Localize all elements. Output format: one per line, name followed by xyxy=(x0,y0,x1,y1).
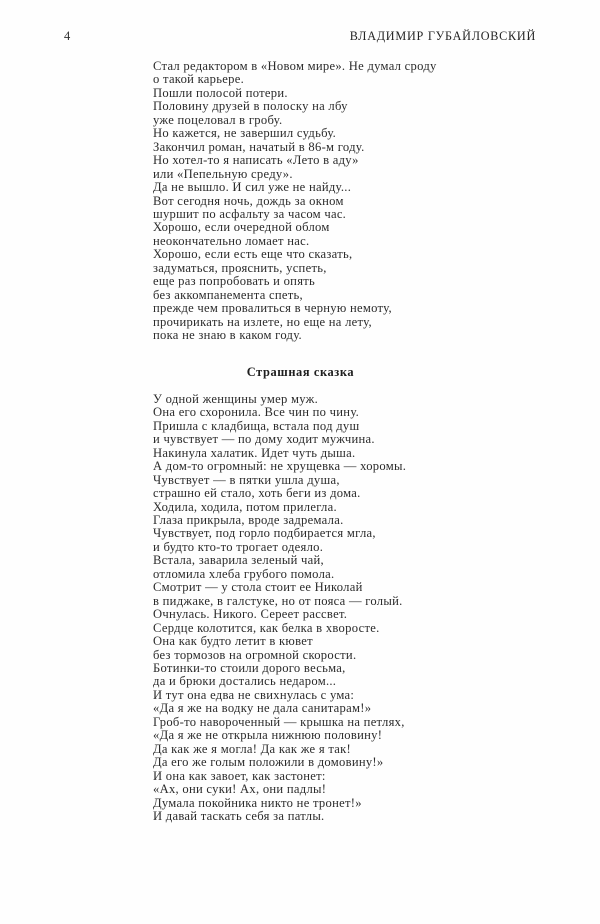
verse-line: И давай таскать себя за патлы. xyxy=(153,808,325,823)
verse-line: шуршит по асфальту за часом час. xyxy=(153,206,347,221)
verse-line: Да его же голым положили в домовину!» xyxy=(153,755,384,770)
verse-line: И она как завоет, как застонет: xyxy=(153,768,326,783)
verse-line: Половину друзей в полоску на лбу xyxy=(153,99,348,114)
verse-line: Глаза прикрыла, вроде задремала. xyxy=(153,513,344,527)
poem-2-stanza xyxy=(153,393,533,824)
verse-line: Накинула халатик. Идет чуть дыша. xyxy=(153,445,356,460)
running-head xyxy=(64,30,536,48)
verse-line: о такой карьере. xyxy=(153,72,245,87)
verse-line: Гроб-то навороченный — крышка на петлях, xyxy=(153,714,405,729)
verse-line: Хорошо, если есть еще что сказать, xyxy=(153,247,353,262)
verse-line: пока не знаю в каком году. xyxy=(153,328,302,343)
verse-line: Да не вышло. И сил уже не найду... xyxy=(153,180,352,195)
verse-line: Но хотел-то я написать «Лето в аду» xyxy=(153,153,359,168)
verse-line: Но кажется, не завершил судьбу. xyxy=(153,126,337,141)
verse-line: Закончил роман, начатый в 86-м году. xyxy=(153,139,365,154)
verse-line: «Ах, они суки! Ах, они падлы! xyxy=(153,782,327,797)
verse-line: Да как же я могла! Да как же я так! xyxy=(153,741,352,756)
verse-line: Вот сегодня ночь, дождь за окном xyxy=(153,193,344,208)
running-head-author: ВЛАДИМИР ГУБАЙЛОВСКИЙ xyxy=(349,29,536,43)
page-number: 4 xyxy=(64,29,71,43)
verse-line: Встала, заварила зеленый чай, xyxy=(153,553,324,568)
verse-line: Хорошо, если очередной облом xyxy=(153,220,330,235)
verse-line: Она его схоронила. Все чин по чину. xyxy=(153,405,360,420)
verse-line: прежде чем провалиться в черную немоту, xyxy=(153,301,392,316)
verse-line: Стал редактором в «Новом мире». Не думал сроду xyxy=(153,59,437,73)
verse-line: да и брюки достались недаром... xyxy=(153,674,337,689)
verse-line: или «Пепельную среду». xyxy=(153,166,293,181)
verse-line: И тут она едва не свихнулась с ума: xyxy=(153,687,355,702)
verse-line: Ходила, ходила, потом прилегла. xyxy=(153,499,337,514)
poem-text-block xyxy=(153,60,533,823)
verse-line: «Да я же не открыла нижнюю половину! xyxy=(153,728,383,743)
verse-line: без тормозов на огромной скорости. xyxy=(153,647,357,662)
verse-line: задуматься, прояснить, успеть, xyxy=(153,260,327,275)
verse-line: и чувствует — по дому ходит мужчина. xyxy=(153,432,375,447)
verse-line: отломила хлеба грубого помола. xyxy=(153,566,335,581)
verse-line: без аккомпанемента спеть, xyxy=(153,287,303,302)
poem-1 xyxy=(153,60,533,343)
verse-line: и будто кто-то трогает одеяло. xyxy=(153,539,324,554)
verse-line: уже поцеловал в гробу. xyxy=(153,112,283,127)
verse-line: А дом-то огромный: не хрущевка — хоромы. xyxy=(153,459,407,474)
poem-2-title: Страшная сказка xyxy=(246,364,355,379)
verse-line: еще раз попробовать и опять xyxy=(153,274,316,289)
verse-line: прочирикать на излете, но еще на лету, xyxy=(153,314,372,329)
verse-line: неокончательно ломает нас. xyxy=(153,233,310,248)
verse-line: в пиджаке, в галстуке, но от пояса — голый. xyxy=(153,593,403,608)
verse-line: Очнулась. Никого. Сереет рассвет. xyxy=(153,607,348,622)
verse-line: Сердце колотится, как белка в хворосте. xyxy=(153,620,380,635)
poem-2 xyxy=(153,366,533,824)
poem-1-stanza xyxy=(153,60,533,343)
verse-line: Пришла с кладбища, встала под душ xyxy=(153,418,360,433)
verse-line: Ботинки-то стоили дорого весьма, xyxy=(153,660,346,675)
verse-line: Она как будто летит в кювет xyxy=(153,634,313,649)
verse-line: У одной женщины умер муж. xyxy=(153,391,319,406)
verse-line: Пошли полосой потери. xyxy=(153,85,288,100)
verse-line: Чувствует, под горло подбирается мгла, xyxy=(153,526,376,541)
verse-line: Думала покойника никто не тронет!» xyxy=(153,795,362,810)
verse-line: «Да я же на водку не дала санитарам!» xyxy=(153,701,372,716)
verse-line: Чувствует — в пятки ушла душа, xyxy=(153,472,340,487)
verse-line: Смотрит — у стола стоит ее Николай xyxy=(153,580,363,595)
verse-line: страшно ей стало, хоть беги из дома. xyxy=(153,486,361,501)
